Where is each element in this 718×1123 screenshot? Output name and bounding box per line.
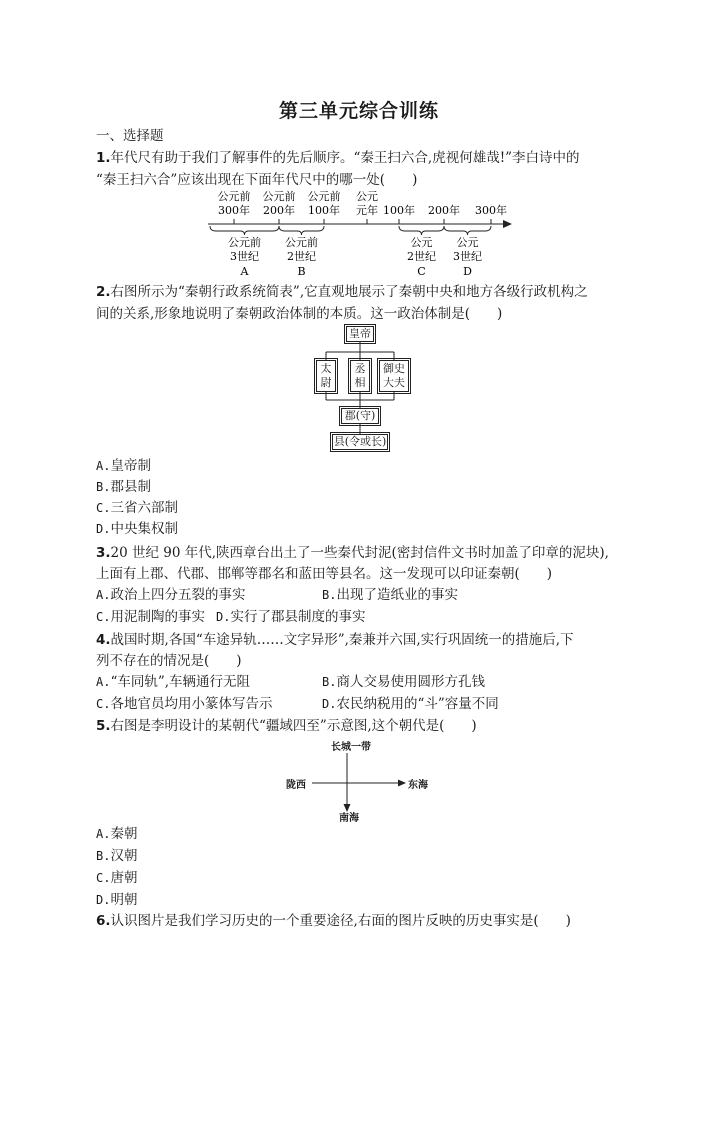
question-number: 2. [96, 284, 111, 300]
compass-west: 陇西 [286, 780, 306, 791]
option-label: B. [96, 480, 111, 494]
option-label: A. [96, 588, 111, 602]
question-text: 认识图片是我们学习历史的一个重要途径,右面的图片反映的历史事实是( ) [110, 913, 571, 929]
question-number: 3. [96, 545, 111, 561]
ruler-top-label: 200年 [428, 204, 460, 217]
territory-compass-diagram [278, 738, 438, 822]
taiwei-char-2: 尉 [320, 376, 332, 389]
question-text: 年代尺有助于我们了解事件的先后顺序。“秦王扫六合,虎视何雄哉!”李白诗中的 [110, 150, 580, 166]
question-number: 1. [96, 150, 111, 166]
option-text: 各地官员均用小篆体写告示 [110, 696, 273, 712]
ruler-bottom-label: 3世纪 [453, 250, 482, 263]
q2-option-a[interactable] [96, 456, 151, 476]
question-5 [96, 716, 477, 736]
taiwei-box [316, 360, 336, 392]
ruler-bottom-label: 公元前 [228, 236, 261, 249]
ruler-top-label: 公元前 [217, 190, 251, 203]
question-text: 右图是李明设计的某朝代“疆域四至”示意图,这个朝代是( ) [110, 718, 477, 734]
taiwei-char-1: 太 [320, 362, 332, 375]
option-label: C. [96, 610, 111, 624]
section-heading: 一、选择题 [96, 128, 164, 144]
yushidafu-box [379, 360, 409, 392]
option-text: 皇帝制 [110, 458, 151, 474]
option-label: C. [96, 697, 111, 711]
emperor-box: 皇帝 [346, 326, 374, 342]
option-label: D. [96, 893, 111, 907]
ruler-option-letter: C [417, 265, 426, 278]
ruler-top-label: 公元前 [262, 190, 296, 203]
ruler-bottom-label: 公元 [456, 236, 479, 249]
option-label: D. [96, 522, 111, 536]
ruler-top-label: 元年 [356, 204, 378, 217]
ruler-bottom-label: 2世纪 [407, 250, 436, 263]
option-text: 秦朝 [110, 826, 138, 842]
option-text: 农民纳税用的“斗”容量不同 [336, 696, 499, 712]
xian-box: 县(令或长) [333, 435, 387, 448]
option-label: B. [96, 849, 111, 863]
q3-option-d[interactable] [216, 607, 365, 627]
q5-option-b[interactable] [96, 846, 137, 866]
ruler-top-label: 200年 [263, 204, 295, 217]
question-text: 战国时期,各国“车途异轨……文字异形”,秦兼并六国,实行巩固统一的措施后,下 [110, 632, 574, 648]
option-text: 郡县制 [110, 479, 151, 495]
q5-option-d[interactable] [96, 890, 137, 910]
option-text: 出现了造纸业的事实 [336, 587, 458, 603]
question-1-cont: “秦王扫六合”应该出现在下面年代尺中的哪一处( ) [96, 172, 418, 188]
ruler-bottom-label: 公元前 [285, 236, 318, 249]
ruler-top-label: 100年 [308, 204, 340, 217]
ruler-bracket [210, 226, 279, 235]
option-label: D. [216, 610, 231, 624]
ruler-bracket [444, 226, 491, 235]
page-title: 第三单元综合训练 [278, 100, 439, 122]
question-number: 5. [96, 718, 111, 734]
chengxiang-char-2: 相 [354, 376, 366, 389]
option-label: B. [322, 675, 337, 689]
option-text: 三省六部制 [110, 500, 178, 516]
option-text: 实行了郡县制度的事实 [230, 609, 366, 625]
compass-south: 南海 [339, 813, 359, 824]
q3-option-a[interactable] [96, 585, 245, 605]
option-text: 商人交易使用圆形方孔钱 [336, 674, 485, 690]
ruler-top-label: 300年 [218, 204, 250, 217]
option-text: 唐朝 [110, 870, 138, 886]
q2-option-b[interactable] [96, 477, 151, 497]
question-3 [96, 543, 609, 563]
ruler-bracket [279, 226, 324, 235]
question-4-cont: 列不存在的情况是( ) [96, 653, 242, 669]
option-text: 汉朝 [110, 848, 138, 864]
chengxiang-char-1: 丞 [354, 362, 366, 375]
option-label: A. [96, 827, 111, 841]
question-text: 右图所示为“秦朝行政系统简表”,它直观地展示了秦朝中央和地方各级行政机构之 [110, 284, 588, 300]
q4-option-c[interactable] [96, 694, 272, 714]
question-1 [96, 148, 580, 168]
option-text: 明朝 [110, 892, 138, 908]
option-label: A. [96, 459, 111, 473]
q4-option-b[interactable] [322, 672, 485, 692]
option-label: B. [322, 588, 337, 602]
q3-option-b[interactable] [322, 585, 458, 605]
compass-north: 长城一带 [331, 742, 371, 753]
question-3-cont: 上面有上郡、代郡、邯郸等郡名和蓝田等县名。这一发现可以印证秦朝( ) [96, 566, 553, 582]
q2-option-d[interactable] [96, 519, 178, 539]
question-2 [96, 282, 588, 302]
question-text: 20 世纪 90 年代,陕西章台出土了一些秦代封泥(密封信件文书时加盖了印章的泥块), [110, 545, 609, 561]
option-text: “车同轨”,车辆通行无阻 [110, 674, 251, 690]
q2-option-c[interactable] [96, 498, 178, 518]
question-2-cont: 间的关系,形象地说明了秦朝政治体制的本质。这一政治体制是( ) [96, 306, 503, 322]
question-4 [96, 630, 574, 650]
ruler-top-label: 公元前 [307, 190, 341, 203]
ruler-top-label: 100年 [383, 204, 415, 217]
ruler-option-letter: A [240, 265, 249, 278]
ruler-top-label: 300年 [475, 204, 507, 217]
question-6 [96, 911, 571, 931]
ruler-bracket [399, 226, 444, 235]
option-label: D. [322, 697, 337, 711]
chengxiang-box [350, 360, 370, 392]
ruler-arrow [503, 220, 512, 228]
yushidafu-line-1: 御史 [383, 362, 405, 375]
jun-box: 郡(守) [341, 408, 379, 424]
qin-admin-diagram [310, 322, 410, 454]
ruler-bottom-label: 公元 [410, 236, 433, 249]
yushidafu-line-2: 大夫 [383, 376, 405, 389]
q5-option-a[interactable] [96, 824, 137, 844]
option-label: C. [96, 501, 111, 515]
ruler-bottom-label: 2世纪 [287, 250, 316, 263]
option-text: 中央集权制 [110, 521, 178, 537]
compass-east: 东海 [408, 780, 428, 791]
q4-option-d[interactable] [322, 694, 499, 714]
option-label: A. [96, 675, 111, 689]
option-label: C. [96, 871, 111, 885]
ruler-top-label: 公元 [356, 190, 378, 203]
q4-option-a[interactable] [96, 672, 250, 692]
option-text: 用泥制陶的事实 [110, 609, 205, 625]
q3-option-c[interactable] [96, 607, 205, 627]
ruler-bottom-label: 3世纪 [230, 250, 259, 263]
question-number: 4. [96, 632, 111, 648]
ruler-option-letter: B [297, 265, 306, 278]
ruler-option-letter: D [463, 265, 472, 278]
question-number: 6. [96, 913, 111, 929]
option-text: 政治上四分五裂的事实 [110, 587, 246, 603]
timeline-ruler [200, 188, 520, 280]
q5-option-c[interactable] [96, 868, 137, 888]
